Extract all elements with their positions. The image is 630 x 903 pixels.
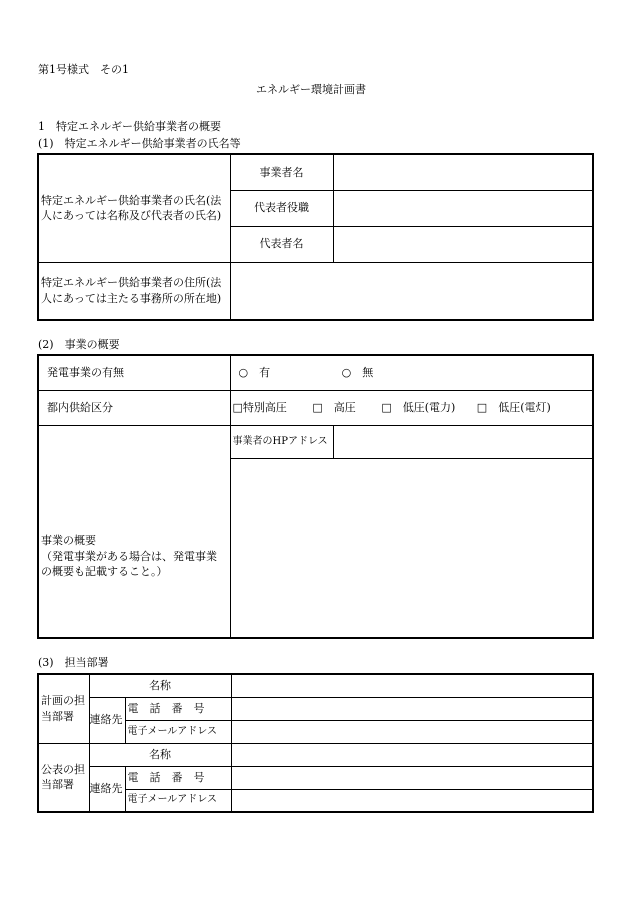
supply-low-power-checkbox[interactable]: □ 低圧(電力) [381, 400, 456, 414]
generation-yes-radio[interactable]: ○ 有 [238, 366, 271, 380]
representative-name-field[interactable] [333, 226, 593, 262]
publication-dept-label: 公表の担当部署 [38, 743, 89, 812]
generation-no-radio[interactable]: ○ 無 [341, 366, 374, 380]
operator-info-table [37, 153, 594, 321]
supply-category-options [230, 390, 593, 425]
document-title: エネルギー環境計画書 [256, 83, 366, 96]
subsection-1-heading: (1) 特定エネルギー供給事業者の氏名等 [38, 137, 241, 150]
publication-name-label: 名称 [89, 743, 231, 766]
supply-category-label: 都内供給区分 [38, 390, 230, 425]
business-name-label: 事業者名 [230, 154, 333, 190]
subsection-2-heading: (2) 事業の概要 [38, 338, 120, 351]
overview-label [38, 425, 230, 638]
publication-contact-label: 連絡先 [89, 766, 125, 812]
publication-name-field[interactable] [231, 743, 593, 766]
supply-high-checkbox[interactable]: □ 高圧 [312, 400, 356, 414]
generation-label: 発電事業の有無 [38, 355, 230, 390]
publication-phone-field[interactable] [231, 766, 593, 789]
plan-email-field[interactable] [231, 720, 593, 743]
plan-dept-label: 計画の担当部署 [38, 674, 89, 743]
representative-title-field[interactable] [333, 190, 593, 226]
overview-note: （発電事業がある場合は、発電事業の概要も記載すること。） [41, 549, 217, 578]
supply-extra-high-checkbox[interactable]: □特別高圧 [232, 400, 287, 414]
plan-name-field[interactable] [231, 674, 593, 697]
hp-address-label: 事業者のHPアドレス [230, 425, 333, 458]
plan-email-label: 電子メールアドレス [125, 720, 231, 743]
representative-title-label: 代表者役職 [230, 190, 333, 226]
address-field[interactable] [230, 262, 593, 320]
generation-options [230, 355, 593, 390]
section-1-heading: 1 特定エネルギー供給事業者の概要 [38, 120, 221, 133]
plan-name-label: 名称 [89, 674, 231, 697]
business-name-field[interactable] [333, 154, 593, 190]
operator-name-label: 特定エネルギー供給事業者の氏名(法人にあっては名称及び代表者の氏名) [38, 154, 230, 262]
publication-phone-label: 電 話 番 号 [125, 766, 231, 789]
form-number: 第1号様式 その1 [38, 63, 129, 76]
business-overview-table [37, 354, 594, 639]
plan-phone-field[interactable] [231, 697, 593, 720]
subsection-3-heading: (3) 担当部署 [38, 656, 109, 669]
department-table [37, 673, 594, 813]
publication-email-field[interactable] [231, 789, 593, 812]
address-label: 特定エネルギー供給事業者の住所(法人にあっては主たる事務所の所在地) [38, 262, 230, 320]
overview-title: 事業の概要 [41, 534, 96, 548]
representative-name-label: 代表者名 [230, 226, 333, 262]
plan-phone-label: 電 話 番 号 [125, 697, 231, 720]
supply-low-lighting-checkbox[interactable]: □ 低圧(電灯) [476, 400, 551, 414]
hp-address-field[interactable] [333, 425, 593, 458]
overview-field[interactable] [230, 458, 593, 638]
plan-contact-label: 連絡先 [89, 697, 125, 743]
publication-email-label: 電子メールアドレス [125, 789, 231, 812]
